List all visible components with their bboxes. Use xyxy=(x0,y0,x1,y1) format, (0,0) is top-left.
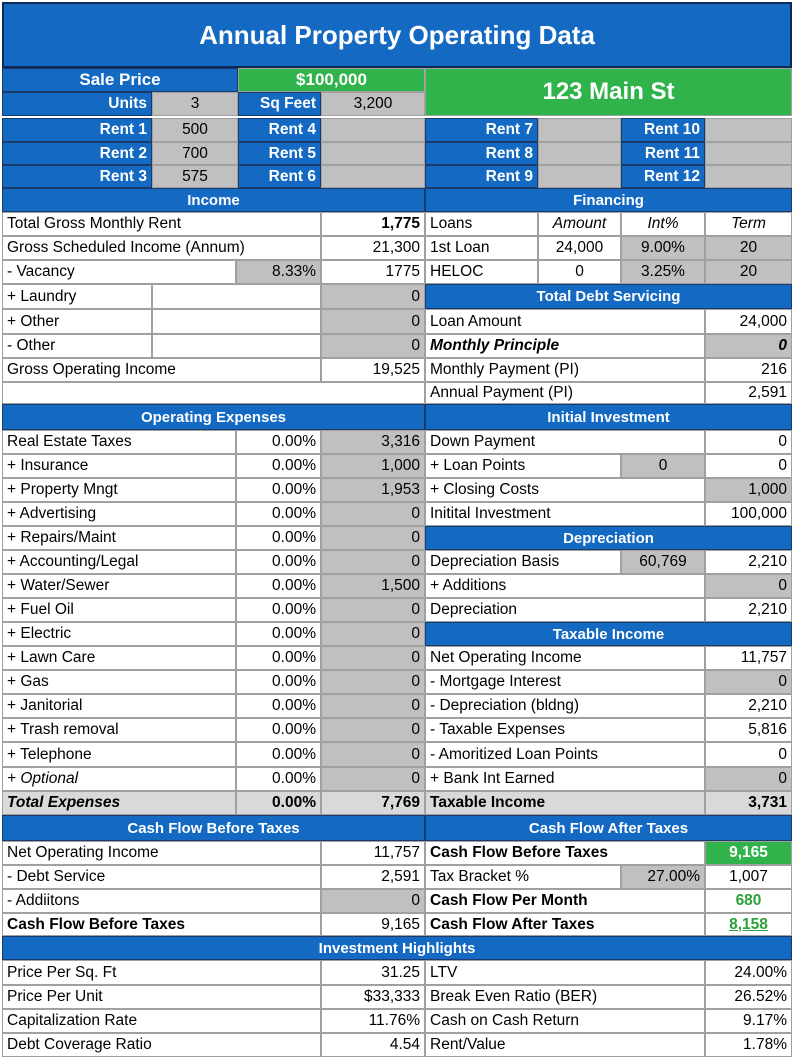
initial-investment-value: 100,000 xyxy=(705,502,792,526)
opex-row-pct: 0.00% xyxy=(236,670,321,694)
cash-flow-per-month-value: 680 xyxy=(705,889,792,913)
opex-row-value[interactable]: 1,953 xyxy=(321,478,425,502)
other-deduction-spacer xyxy=(152,334,321,358)
total-gross-rent-label: Total Gross Monthly Rent xyxy=(2,212,321,236)
rent-3-label: Rent 3 xyxy=(2,165,152,188)
cash-flow-after-taxes-label: Cash Flow After Taxes xyxy=(425,913,705,936)
other-income-input[interactable]: 0 xyxy=(321,309,425,334)
rent-5-input[interactable] xyxy=(321,142,425,165)
debt-service-value: 2,591 xyxy=(321,865,425,889)
opex-row-label: + Optional xyxy=(2,767,236,791)
heloc-amount: 0 xyxy=(538,260,621,284)
opex-row-pct: 0.00% xyxy=(236,598,321,622)
units-label: Units xyxy=(2,92,152,116)
loan-points-label: + Loan Points xyxy=(425,454,621,478)
bank-interest-input[interactable]: 0 xyxy=(705,767,792,791)
tax-bracket-input[interactable]: 27.00% xyxy=(621,865,705,889)
opex-row-value[interactable]: 0 xyxy=(321,718,425,742)
other-income-spacer xyxy=(152,309,321,334)
opex-header: Operating Expenses xyxy=(2,404,425,430)
loans-col-header: Loans xyxy=(425,212,538,236)
rent-value-label: Rent/Value xyxy=(425,1033,705,1057)
opex-row-label: + Gas xyxy=(2,670,236,694)
rent-6-input[interactable] xyxy=(321,165,425,188)
depreciation-basis-label: Depreciation Basis xyxy=(425,550,621,574)
rent-12-input[interactable] xyxy=(705,165,792,188)
opex-row-value[interactable]: 0 xyxy=(321,767,425,791)
down-payment-label: Down Payment xyxy=(425,430,705,454)
opex-row-label: + Advertising xyxy=(2,502,236,526)
cap-rate-label: Capitalization Rate xyxy=(2,1009,321,1033)
cash-flow-after-taxes-value[interactable]: 8,158 xyxy=(705,913,792,936)
opex-row-label: + Electric xyxy=(2,622,236,646)
down-payment-value: 0 xyxy=(705,430,792,454)
mortgage-interest-input[interactable]: 0 xyxy=(705,670,792,694)
cfbt-total-label: Cash Flow Before Taxes xyxy=(2,913,321,936)
sale-price-value[interactable]: $100,000 xyxy=(238,68,425,92)
opex-row-value[interactable]: 0 xyxy=(321,526,425,550)
opex-row-pct: 0.00% xyxy=(236,646,321,670)
total-expenses-value: 7,769 xyxy=(321,791,425,815)
laundry-input[interactable]: 0 xyxy=(321,284,425,309)
depreciation-header: Depreciation xyxy=(425,526,792,550)
taxable-expenses-label: - Taxable Expenses xyxy=(425,718,705,742)
opex-row-label: + Repairs/Maint xyxy=(2,526,236,550)
rent-value-value: 1.78% xyxy=(705,1033,792,1057)
opex-row-label: + Telephone xyxy=(2,742,236,767)
price-per-sqft-label: Price Per Sq. Ft xyxy=(2,960,321,985)
opex-row-value[interactable]: 0 xyxy=(321,502,425,526)
rent-7-input[interactable] xyxy=(538,118,621,142)
opex-row-pct: 0.00% xyxy=(236,502,321,526)
mortgage-interest-label: - Mortgage Interest xyxy=(425,670,705,694)
rent-2-label: Rent 2 xyxy=(2,142,152,165)
opex-row-pct: 0.00% xyxy=(236,550,321,574)
rent-12-label: Rent 12 xyxy=(621,165,705,188)
rent-11-input[interactable] xyxy=(705,142,792,165)
cfbt-header: Cash Flow Before Taxes xyxy=(2,815,425,841)
tax-noi-value: 11,757 xyxy=(705,646,792,670)
rent-9-label: Rent 9 xyxy=(425,165,538,188)
heloc-int-input[interactable]: 3.25% xyxy=(621,260,705,284)
investment-highlights-header: Investment Highlights xyxy=(2,936,792,960)
opex-row-value[interactable]: 0 xyxy=(321,646,425,670)
cfbt-total-value: 9,165 xyxy=(321,913,425,936)
opex-row-label: + Lawn Care xyxy=(2,646,236,670)
opex-row-value[interactable]: 1,000 xyxy=(321,454,425,478)
opex-row-pct: 0.00% xyxy=(236,622,321,646)
int-col-header: Int% xyxy=(621,212,705,236)
opex-row-pct: 0.00% xyxy=(236,767,321,791)
opex-row-value[interactable]: 1,500 xyxy=(321,574,425,598)
ber-value: 26.52% xyxy=(705,985,792,1009)
opex-row-value[interactable]: 0 xyxy=(321,694,425,718)
annual-payment-label: Annual Payment (PI) xyxy=(425,382,705,404)
annual-payment-value: 2,591 xyxy=(705,382,792,404)
opex-row-label: + Accounting/Legal xyxy=(2,550,236,574)
closing-costs-input[interactable]: 1,000 xyxy=(705,478,792,502)
rent-11-label: Rent 11 xyxy=(621,142,705,165)
initial-investment-label: Initital Investment xyxy=(425,502,705,526)
cfat-header: Cash Flow After Taxes xyxy=(425,815,792,841)
rent-4-input[interactable] xyxy=(321,118,425,142)
sqft-input[interactable]: 3,200 xyxy=(321,92,425,116)
term-col-header: Term xyxy=(705,212,792,236)
rent-8-label: Rent 8 xyxy=(425,142,538,165)
sale-price-label: Sale Price xyxy=(2,68,238,92)
goi-value: 19,525 xyxy=(321,358,425,382)
rent-5-label: Rent 5 xyxy=(238,142,321,165)
depreciation-bldng-label: - Depreciation (bldng) xyxy=(425,694,705,718)
opex-row-label: + Fuel Oil xyxy=(2,598,236,622)
rent-10-input[interactable] xyxy=(705,118,792,142)
opex-row-label: + Water/Sewer xyxy=(2,574,236,598)
rent-6-label: Rent 6 xyxy=(238,165,321,188)
amortized-points-value: 0 xyxy=(705,742,792,767)
rent-1-input[interactable]: 500 xyxy=(152,118,238,142)
loan-points-input[interactable]: 0 xyxy=(621,454,705,478)
first-loan-int-input[interactable]: 9.00% xyxy=(621,236,705,260)
additions-input[interactable]: 0 xyxy=(705,574,792,598)
first-loan-label: 1st Loan xyxy=(425,236,538,260)
opex-row-pct: 0.00% xyxy=(236,454,321,478)
income-blank-row xyxy=(2,382,425,404)
total-expenses-label: Total Expenses xyxy=(2,791,236,815)
heloc-term-input[interactable]: 20 xyxy=(705,260,792,284)
rent-10-label: Rent 10 xyxy=(621,118,705,142)
debt-servicing-header: Total Debt Servicing xyxy=(425,284,792,309)
tax-bracket-value: 1,007 xyxy=(705,865,792,889)
other-deduction-input[interactable]: 0 xyxy=(321,334,425,358)
opex-row-value[interactable]: 0 xyxy=(321,670,425,694)
page-title: Annual Property Operating Data xyxy=(2,2,792,68)
opex-row-pct: 0.00% xyxy=(236,718,321,742)
vacancy-label: - Vacancy xyxy=(2,260,236,284)
heloc-label: HELOC xyxy=(425,260,538,284)
opex-row-label: + Trash removal xyxy=(2,718,236,742)
rent-3-input[interactable]: 575 xyxy=(152,165,238,188)
first-loan-term-input[interactable]: 20 xyxy=(705,236,792,260)
sqft-label: Sq Feet xyxy=(238,92,321,116)
taxable-income-header: Taxable Income xyxy=(425,622,792,646)
units-input[interactable]: 3 xyxy=(152,92,238,116)
opex-row-pct: 0.00% xyxy=(236,574,321,598)
bank-interest-label: + Bank Int Earned xyxy=(425,767,705,791)
cash-on-cash-value: 9.17% xyxy=(705,1009,792,1033)
opex-row-value[interactable]: 0 xyxy=(321,598,425,622)
price-per-unit-value: $33,333 xyxy=(321,985,425,1009)
depreciation-bldng-value: 2,210 xyxy=(705,694,792,718)
rent-4-label: Rent 4 xyxy=(238,118,321,142)
laundry-spacer xyxy=(152,284,321,309)
initial-investment-header: Initial Investment xyxy=(425,404,792,430)
other-deduction-label: - Other xyxy=(2,334,152,358)
dcr-value: 4.54 xyxy=(321,1033,425,1057)
loan-amount-value: 24,000 xyxy=(705,309,792,334)
cfbt-noi-value: 11,757 xyxy=(321,841,425,865)
opex-row-pct: 0.00% xyxy=(236,742,321,767)
total-expenses-pct: 0.00% xyxy=(236,791,321,815)
opex-row-value[interactable]: 0 xyxy=(321,622,425,646)
rent-9-input[interactable] xyxy=(538,165,621,188)
other-income-label: + Other xyxy=(2,309,152,334)
cash-flow-per-month-label: Cash Flow Per Month xyxy=(425,889,705,913)
opex-row-value[interactable]: 0 xyxy=(321,742,425,767)
cfbt-additions-input[interactable]: 0 xyxy=(321,889,425,913)
opex-row-pct: 0.00% xyxy=(236,694,321,718)
opex-row-pct: 0.00% xyxy=(236,478,321,502)
ber-label: Break Even Ratio (BER) xyxy=(425,985,705,1009)
additions-label: + Additions xyxy=(425,574,705,598)
monthly-principle-label: Monthly Principle xyxy=(425,334,705,358)
taxable-income-value: 3,731 xyxy=(705,791,792,815)
opex-row-label: + Janitorial xyxy=(2,694,236,718)
opex-row-label: + Insurance xyxy=(2,454,236,478)
financing-header: Financing xyxy=(425,188,792,212)
first-loan-amount: 24,000 xyxy=(538,236,621,260)
cash-on-cash-label: Cash on Cash Return xyxy=(425,1009,705,1033)
dcr-label: Debt Coverage Ratio xyxy=(2,1033,321,1057)
goi-label: Gross Operating Income xyxy=(2,358,321,382)
amount-col-header: Amount xyxy=(538,212,621,236)
ltv-label: LTV xyxy=(425,960,705,985)
rent-2-input[interactable]: 700 xyxy=(152,142,238,165)
loan-amount-label: Loan Amount xyxy=(425,309,705,334)
depreciation-value: 2,210 xyxy=(705,598,792,622)
amortized-points-label: - Amoritized Loan Points xyxy=(425,742,705,767)
property-address[interactable]: 123 Main St xyxy=(425,68,792,116)
opex-row-label: Real Estate Taxes xyxy=(2,430,236,454)
monthly-payment-label: Monthly Payment (PI) xyxy=(425,358,705,382)
cfbt-noi-label: Net Operating Income xyxy=(2,841,321,865)
ltv-value: 24.00% xyxy=(705,960,792,985)
opex-row-value[interactable]: 0 xyxy=(321,550,425,574)
rent-8-input[interactable] xyxy=(538,142,621,165)
tax-bracket-label: Tax Bracket % xyxy=(425,865,621,889)
price-per-sqft-value: 31.25 xyxy=(321,960,425,985)
opex-row-pct: 0.00% xyxy=(236,430,321,454)
total-gross-rent-value: 1,775 xyxy=(321,212,425,236)
income-header: Income xyxy=(2,188,425,212)
taxable-income-label: Taxable Income xyxy=(425,791,705,815)
monthly-payment-value: 216 xyxy=(705,358,792,382)
cfbt-additions-label: - Addiitons xyxy=(2,889,321,913)
debt-service-label: - Debt Service xyxy=(2,865,321,889)
depreciation-basis-input[interactable]: 60,769 xyxy=(621,550,705,574)
cap-rate-value: 11.76% xyxy=(321,1009,425,1033)
cfat-cfbt-label: Cash Flow Before Taxes xyxy=(425,841,705,865)
rent-7-label: Rent 7 xyxy=(425,118,538,142)
gsi-value: 21,300 xyxy=(321,236,425,260)
vacancy-value: 1775 xyxy=(321,260,425,284)
closing-costs-label: + Closing Costs xyxy=(425,478,705,502)
opex-row-label: + Property Mngt xyxy=(2,478,236,502)
laundry-label: + Laundry xyxy=(2,284,152,309)
opex-row-value[interactable]: 3,316 xyxy=(321,430,425,454)
rent-1-label: Rent 1 xyxy=(2,118,152,142)
loan-points-value: 0 xyxy=(705,454,792,478)
depreciation-basis-value: 2,210 xyxy=(705,550,792,574)
depreciation-label: Depreciation xyxy=(425,598,705,622)
price-per-unit-label: Price Per Unit xyxy=(2,985,321,1009)
gsi-label: Gross Scheduled Income (Annum) xyxy=(2,236,321,260)
vacancy-pct-input[interactable]: 8.33% xyxy=(236,260,321,284)
taxable-expenses-value: 5,816 xyxy=(705,718,792,742)
monthly-principle-input[interactable]: 0 xyxy=(705,334,792,358)
tax-noi-label: Net Operating Income xyxy=(425,646,705,670)
opex-row-pct: 0.00% xyxy=(236,526,321,550)
cfat-cfbt-value: 9,165 xyxy=(705,841,792,865)
